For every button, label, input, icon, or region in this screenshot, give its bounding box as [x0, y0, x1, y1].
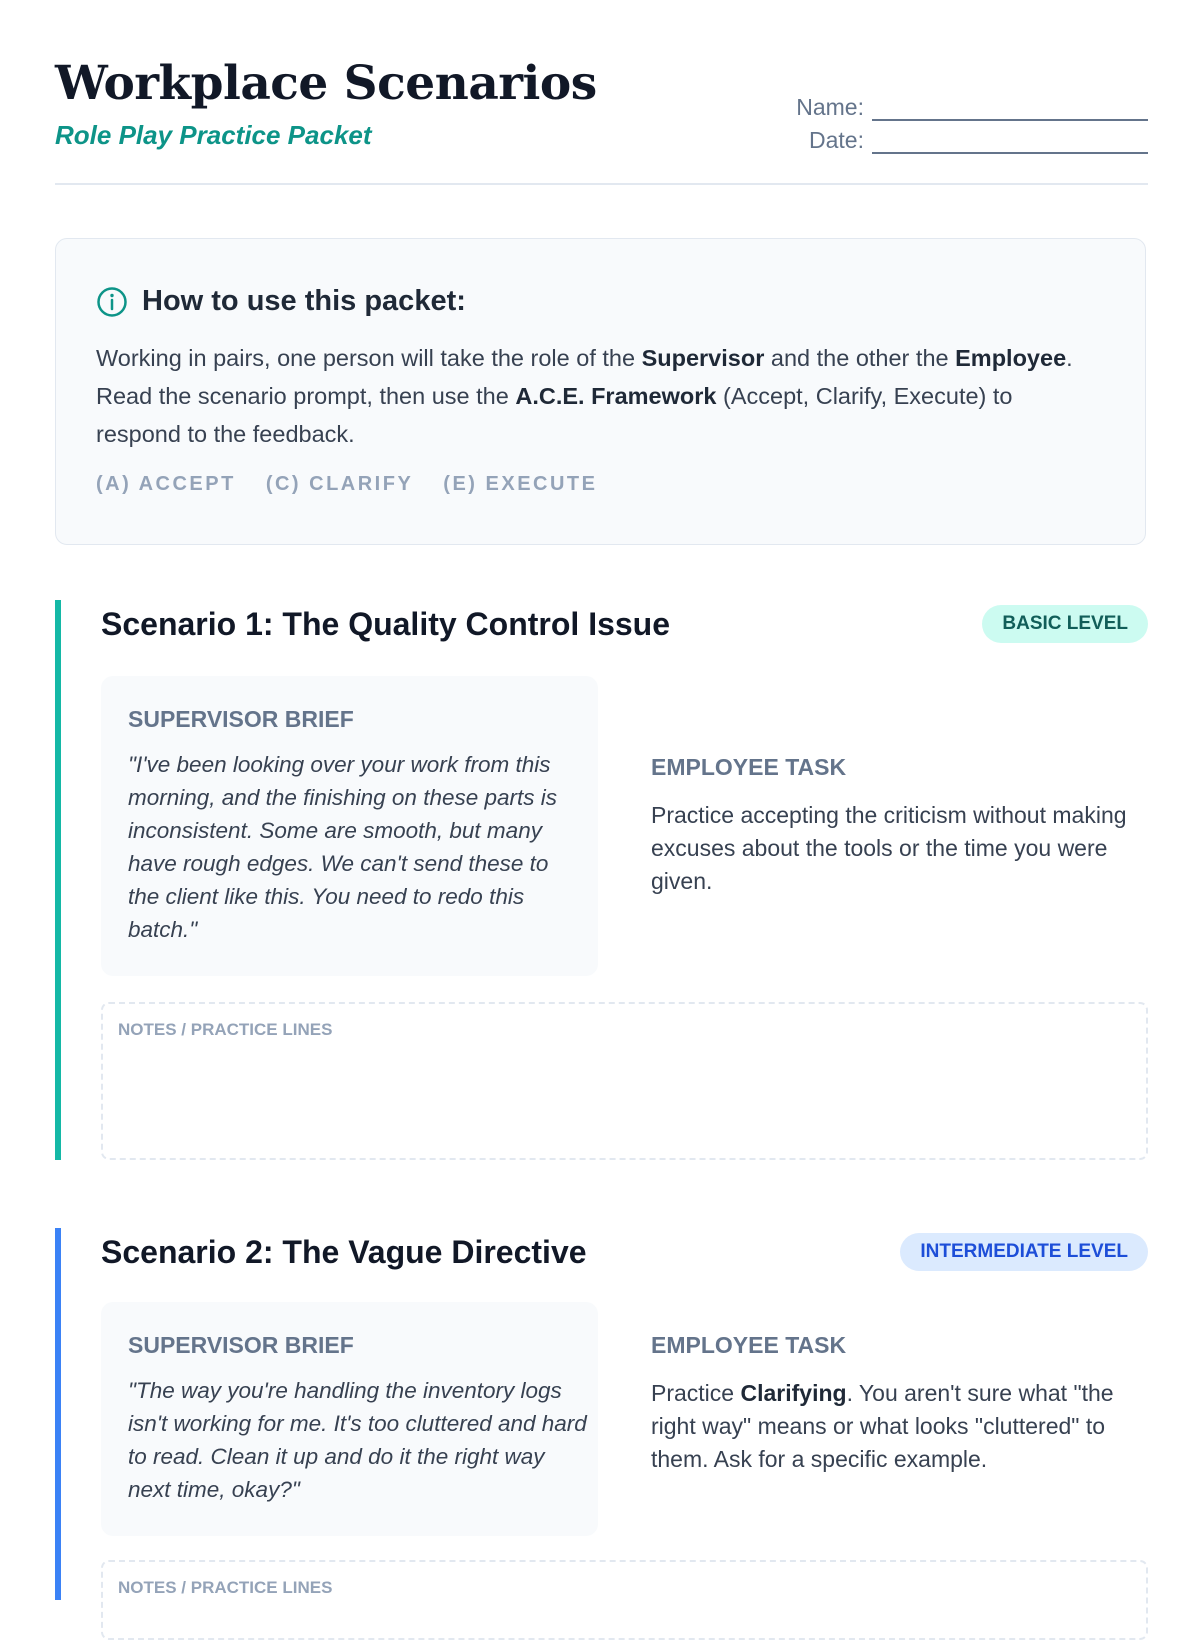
instructions-text-part: . Read the scenario prompt, then use the — [96, 345, 1073, 409]
instructions-text-part: and the other the — [764, 345, 956, 371]
scenario-1-notes-area[interactable] — [101, 1002, 1148, 1160]
page-title: Workplace Scenarios — [55, 56, 597, 111]
scenario-2-employee-task — [651, 1332, 1141, 1476]
instructions-text-part: Working in pairs, one person will take the role of the — [96, 345, 642, 371]
employee-task-text: Practice accepting the criticism without making excuses about the tools or the time you were given. — [651, 802, 1127, 894]
scenario-2 — [55, 1228, 1148, 1600]
scenario-2-level-badge: INTERMEDIATE LEVEL — [900, 1233, 1148, 1271]
scenario-1-supervisor-brief — [101, 676, 598, 976]
supervisor-role: Supervisor — [641, 345, 765, 371]
instructions-title: How to use this packet: — [142, 285, 466, 317]
student-fields — [768, 88, 1148, 154]
name-line[interactable] — [872, 97, 1148, 121]
scenario-2-title: Scenario 2: The Vague Directive — [101, 1234, 587, 1270]
instructions-heading — [96, 285, 466, 318]
ace-step-clarify: (C) CLARIFY — [265, 473, 414, 495]
scenario-1-level-badge: BASIC LEVEL — [982, 605, 1148, 643]
date-field[interactable] — [768, 121, 1148, 154]
scenario-1-employee-task — [651, 754, 1141, 898]
instructions-text-part: (Accept, Clarify, Execute) to respond to the feedback. — [96, 383, 1013, 447]
ace-step-execute: (E) EXECUTE — [443, 473, 598, 495]
supervisor-brief-quote: "The way you're handling the inventory logs isn't working for me. It's too cluttered and hard to read. Clean it up and do it the right way next time, okay?" — [128, 1378, 587, 1502]
instructions-box — [55, 238, 1146, 545]
name-label: Name: — [796, 94, 864, 120]
employee-task-label: EMPLOYEE TASK — [651, 754, 847, 780]
supervisor-brief-label: SUPERVISOR BRIEF — [128, 706, 354, 732]
page-header — [55, 0, 1148, 185]
scenario-2-accent-bar — [55, 1228, 61, 1600]
info-circle-icon — [96, 286, 128, 318]
ace-step-accept: (A) ACCEPT — [96, 473, 236, 495]
scenario-2-notes-area[interactable] — [101, 1560, 1148, 1640]
notes-label: NOTES / PRACTICE LINES — [118, 1578, 333, 1597]
ace-framework-name: A.C.E. Framework — [515, 383, 717, 409]
supervisor-brief-quote: "I've been looking over your work from this morning, and the finishing on these parts is inconsistent. Some are smooth, but many have rough edges. We can't send these to the client like this. You need to redo this batch." — [128, 752, 558, 942]
scenario-1-accent-bar — [55, 600, 61, 1160]
instructions-text — [96, 339, 1096, 453]
notes-label: NOTES / PRACTICE LINES — [118, 1020, 333, 1039]
employee-task-text-part: Practice — [651, 1380, 741, 1406]
supervisor-brief-label: SUPERVISOR BRIEF — [128, 1332, 354, 1358]
date-line[interactable] — [872, 130, 1148, 154]
employee-task-keyword: Clarifying — [740, 1380, 847, 1406]
name-field[interactable] — [768, 88, 1148, 121]
scenario-1-title: Scenario 1: The Quality Control Issue — [101, 606, 671, 642]
scenario-2-supervisor-brief — [101, 1302, 598, 1536]
scenario-1 — [55, 600, 1148, 1160]
employee-role: Employee — [955, 345, 1067, 371]
employee-task-text-part: . You aren't sure what "the right way" means or what looks "cluttered" to them. Ask for a specific example. — [651, 1380, 1114, 1472]
date-label: Date: — [809, 127, 864, 153]
worksheet-page — [55, 0, 1148, 1597]
employee-task-label: EMPLOYEE TASK — [651, 1332, 847, 1358]
page-subtitle: Role Play Practice Packet — [55, 120, 372, 150]
ace-steps — [96, 473, 597, 496]
employee-task-text — [651, 1377, 1141, 1476]
